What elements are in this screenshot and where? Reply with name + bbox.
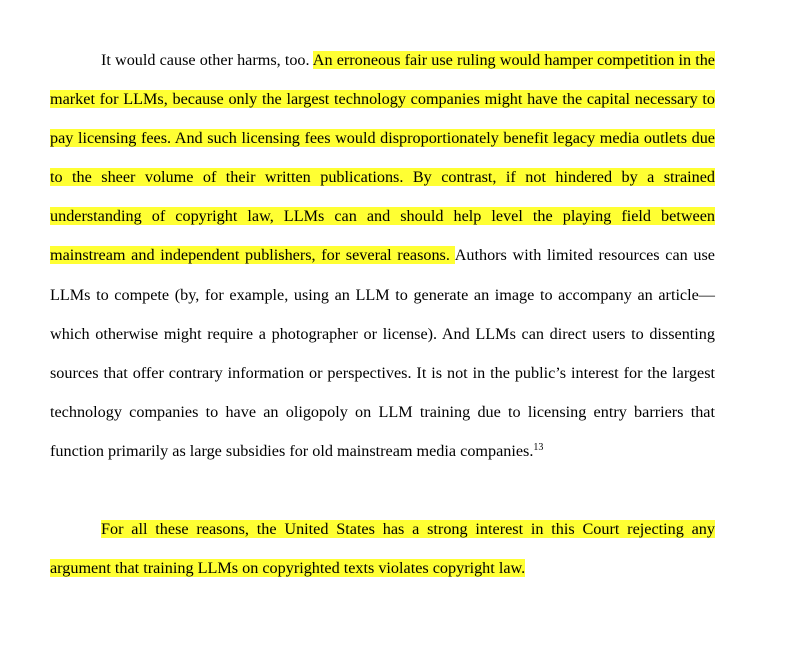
highlighted-passage-conclusion[interactable]: For all these reasons, the United States has a strong interest in this Court rejecting any argument that training LLMs on copyrighted texts violates copyright law.: [50, 520, 715, 578]
footnote-reference[interactable]: 13: [533, 441, 544, 453]
highlighted-passage-competition[interactable]: An erroneous fair use ruling would hamper competition in the market for LLMs, because only the largest technology companies might have the capital necessary to pay licensing fees. And such licensing fees would disproportionately benefit legacy media outlets due to the sheer volume of their written publications. By contrast, if not hindered by a strained understanding of copyright law, LLMs can and should help level the playing field between mainstream and independent publishers, for several reasons.: [50, 51, 715, 265]
paragraph-conclusion: [50, 510, 715, 588]
paragraph-harms: [50, 41, 715, 471]
paragraph-lead-text: It would cause other harms, too.: [101, 51, 313, 69]
paragraph-body-text: Authors with limited resources can use LLMs to compete (by, for example, using an LLM to generate an image to accompany an article—which otherwise might require a photographer or license). And LLMs can direct users to dissenting sources that offer contrary information or perspectives. It is not in the public’s interest for the largest technology companies to have an oligopoly on LLM training due to licensing entry barriers that function primarily as large subsidies for old mainstream media companies.: [50, 246, 715, 460]
